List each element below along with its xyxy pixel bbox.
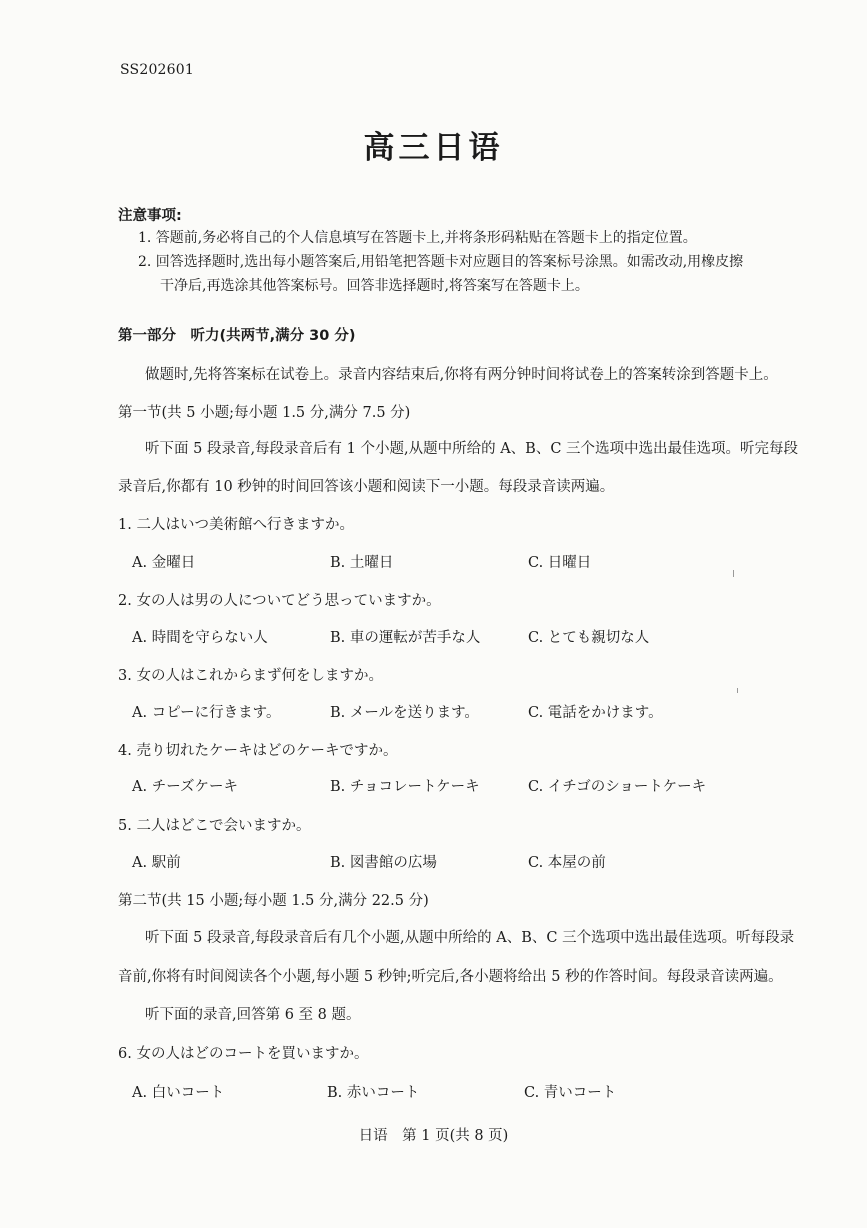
q3-option-a: A. コピーに行きます。 [132, 705, 281, 721]
part1-intro: 做题时,先将答案标在试卷上。录音内容结束后,你将有两分钟时间将试卷上的答案转涂到答题卡上。 [145, 367, 778, 383]
q6-option-c: C. 青いコート [524, 1085, 617, 1101]
page-title: 高三日语 [363, 130, 504, 166]
q4-option-a: A. チーズケーキ [132, 779, 238, 795]
section2-instruction-line1: 听下面 5 段录音,每段录音后有几个小题,从题中所给的 A、B、C 三个选项中选出最佳选项。听每段录 [145, 930, 795, 946]
page-footer: 日语 第 1 页(共 8 页) [358, 1128, 509, 1144]
section1-instruction-line2: 录音后,你都有 10 秒钟的时间回答该小题和阅读下一小题。每段录音读两遍。 [118, 479, 615, 495]
q4-option-c: C. イチゴのショートケーキ [528, 779, 707, 795]
question-5: 5. 二人はどこで会いますか。 [118, 818, 311, 834]
q2-option-a: A. 時間を守らない人 [132, 630, 268, 646]
q1-option-b: B. 土曜日 [330, 555, 394, 571]
q1-option-a: A. 金曜日 [132, 555, 196, 571]
notice-item-1: 1. 答题前,务必将自己的个人信息填写在答题卡上,并将条形码粘贴在答题卡上的指定位置。 [138, 230, 697, 246]
section1-instruction-line1: 听下面 5 段录音,每段录音后有 1 个小题,从题中所给的 A、B、C 三个选项中选出最佳选项。听完每段 [145, 441, 799, 457]
q2-option-b: B. 車の運転が苦手な人 [330, 630, 481, 646]
scan-speck [733, 570, 734, 577]
q3-option-c: C. 電話をかけます。 [528, 705, 663, 721]
q5-option-b: B. 図書館の広場 [330, 855, 437, 871]
exam-code: SS202601 [120, 62, 194, 78]
q2-option-c: C. とても親切な人 [528, 630, 650, 646]
notice-item-2-line1: 2. 回答选择题时,选出每小题答案后,用铅笔把答题卡对应题目的答案标号涂黑。如需改动,用橡皮擦 [138, 254, 744, 270]
question-6: 6. 女の人はどのコートを買いますか。 [118, 1046, 369, 1062]
notice-item-2-line2: 干净后,再选涂其他答案标号。回答非选择题时,将答案写在答题卡上。 [160, 278, 589, 294]
section2-sub-instruction: 听下面的录音,回答第 6 至 8 题。 [145, 1007, 361, 1023]
q5-option-a: A. 駅前 [132, 855, 181, 871]
section2-instruction-line2: 音前,你将有时间阅读各个小题,每小题 5 秒钟;听完后,各小题将给出 5 秒的作答时间。每段录音读两遍。 [118, 969, 783, 985]
q1-option-c: C. 日曜日 [528, 555, 592, 571]
q6-option-b: B. 赤いコート [327, 1085, 420, 1101]
question-4: 4. 売り切れたケーキはどのケーキですか。 [118, 743, 398, 759]
q6-option-a: A. 白いコート [132, 1085, 225, 1101]
notice-heading: 注意事项: [118, 208, 182, 224]
section2-heading: 第二节(共 15 小题;每小题 1.5 分,满分 22.5 分) [118, 893, 429, 909]
question-2: 2. 女の人は男の人についてどう思っていますか。 [118, 593, 441, 609]
scan-speck [737, 688, 738, 693]
section1-heading: 第一节(共 5 小题;每小题 1.5 分,满分 7.5 分) [118, 405, 411, 421]
question-3: 3. 女の人はこれからまず何をしますか。 [118, 668, 383, 684]
part1-heading: 第一部分 听力(共两节,满分 30 分) [118, 328, 356, 344]
q3-option-b: B. メールを送ります。 [330, 705, 479, 721]
question-1: 1. 二人はいつ美術館へ行きますか。 [118, 517, 354, 533]
q5-option-c: C. 本屋の前 [528, 855, 606, 871]
notice-item-2 [138, 250, 798, 298]
q4-option-b: B. チョコレートケーキ [330, 779, 480, 795]
